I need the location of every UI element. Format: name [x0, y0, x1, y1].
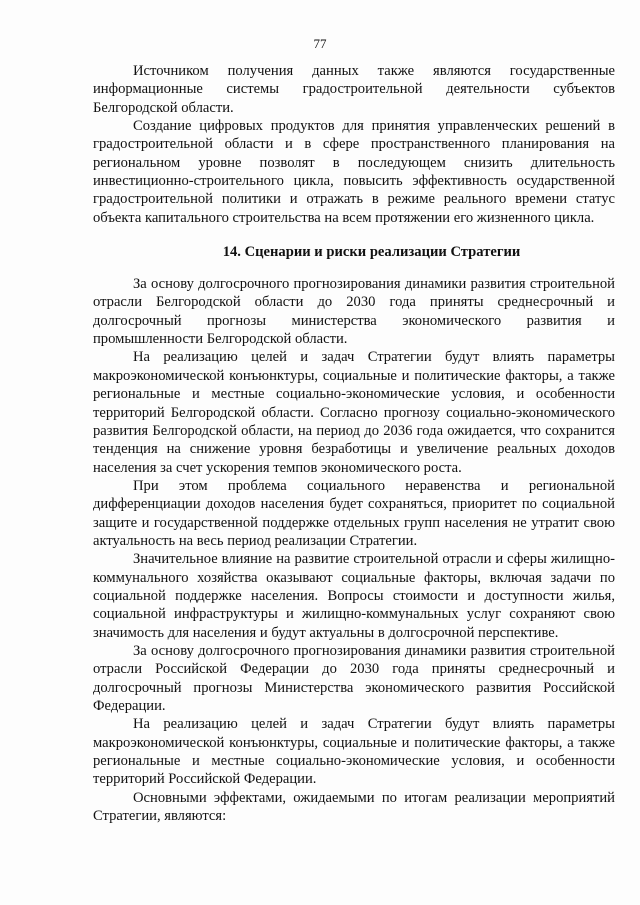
paragraph-factors-russia: На реализацию целей и задач Стратегии будут влиять параметры макроэкономической конъюнктуры, социальные и политические факторы, а также региональные и местные социально-экономические условия, и особенности территорий Российской Федерации. — [93, 716, 615, 788]
paragraph-inequality: При этом проблема социального неравенства и региональной дифференциации доходов населения будет сохраняться, приоритет по социальной защите и государственной поддержке отдельных групп населения не утратит свою актуальность на весь период реализации Стратегии. — [93, 477, 615, 549]
spacer — [93, 261, 615, 275]
paragraph-forecast-russia: За основу долгосрочного прогнозирования динамики развития строительной отрасли Российской Федерации до 2030 года приняты среднесрочный и долгосрочный прогнозы Министерства экономического развития Российской Федерации. — [93, 642, 615, 714]
paragraph-data-sources: Источником получения данных также являются государственные информационные системы градостроительной деятельности субъектов Белгородской области. — [93, 63, 615, 116]
paragraph-forecast-belgorod: За основу долгосрочного прогнозирования динамики развития строительной отрасли Белгородской области до 2030 года приняты среднесрочный и долгосрочный прогнозы министерства экономического развития и промышленности Белгородской области. — [93, 276, 615, 348]
paragraph-social-factors: Значительное влияние на развитие строительной отрасли и сферы жилищно-коммунального хозяйства оказывают социальные факторы, включая задачи по социальной поддержке населения. Вопросы стоимости и доступности жилья, социальной инфраструктуры и жилищно-коммунальных услуг сохраняют свою значимость для населения и будут актуальны в долгосрочной перспективе. — [93, 551, 615, 641]
page-number: 77 — [313, 36, 327, 51]
paragraph-digital-products: Создание цифровых продуктов для принятия управленческих решений в градостроительной области и в сфере пространственного планирования на региональном уровне позволят в последующем снизить длительность инвестиционно-строительного цикла, повысить эффективность осударственной градостроительной политики и отражать в режиме реального времени статус объекта капитального строительства на всем протяжении его жизненного цикла. — [93, 118, 615, 226]
spacer — [93, 227, 615, 243]
document-body — [93, 62, 615, 825]
paragraph-main-effects: Основными эффектами, ожидаемыми по итогам реализации мероприятий Стратегии, являются: — [93, 789, 615, 825]
section-heading: 14. Сценарии и риски реализации Стратегии — [222, 244, 521, 261]
paragraph-factors-belgorod: На реализацию целей и задач Стратегии будут влиять параметры макроэкономической конъюнктуры, социальные и политические факторы, а также региональные и местные социально-экономические условия, и особенности территорий Белгородской области. Согласно прогнозу социально-экономического развития Белгородской области, на период до 2036 года ожидается, что сохранится тенденция на снижение уровня безработицы и увеличение реальных доходов населения за счет ускорения темпов экономического роста. — [93, 349, 615, 476]
